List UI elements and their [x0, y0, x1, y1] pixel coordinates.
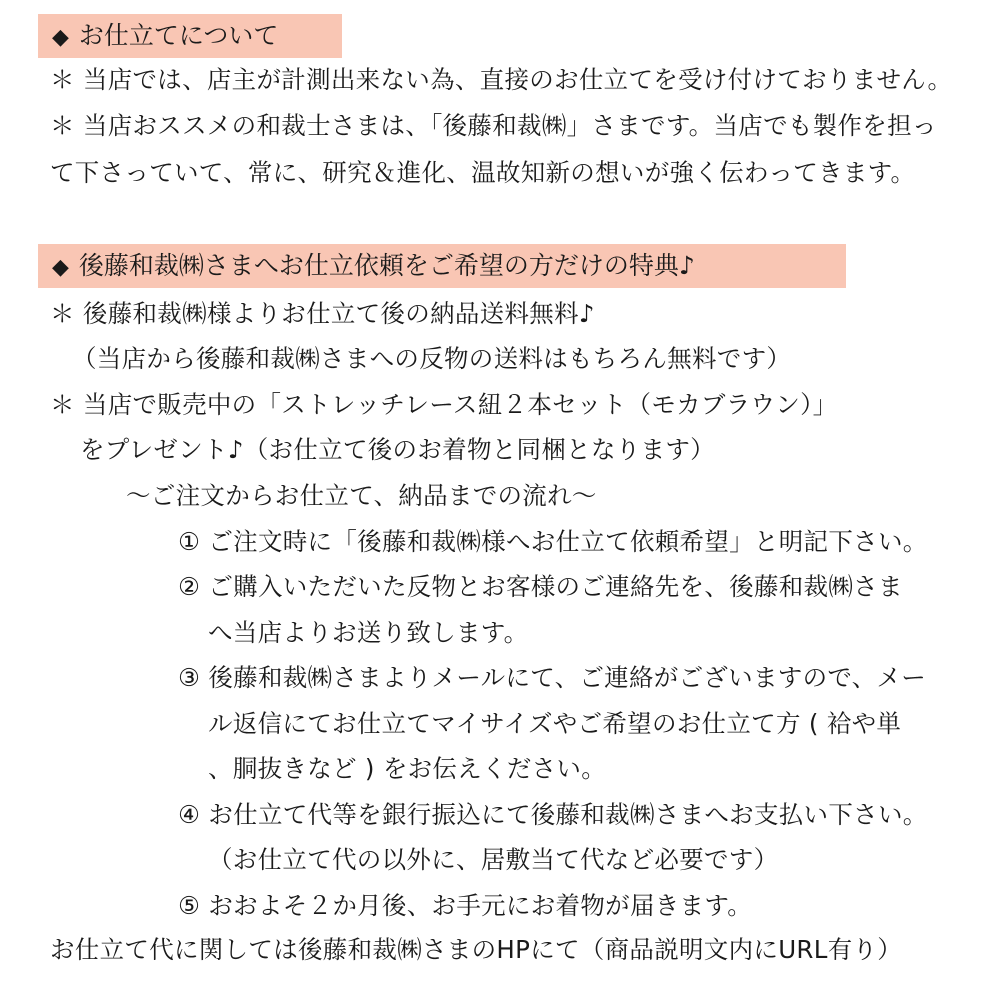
- flow-step: ⑤ おおよそ２か月後、お手元にお着物が届きます。: [178, 891, 752, 920]
- flow-step: ① ご注文時に「後藤和裁㈱様へお仕立て依頼希望」と明記下さい。: [178, 527, 928, 556]
- flow-step: ③ 後藤和裁㈱さまよりメールにて、ご連絡がございますので、メー: [178, 663, 927, 692]
- benefit-line: をプレゼント♪（お仕立て後のお着物と同梱となります）: [80, 435, 715, 464]
- benefit-line: （当店から後藤和裁㈱さまへの反物の送料はもちろん無料です）: [72, 344, 792, 373]
- flow-step-continued: 、胴抜きなど ) をお伝えください。: [208, 754, 607, 783]
- notice-line: ＊ 当店では、店主が計測出来ない為、直接のお仕立てを受け付けておりません。: [50, 65, 953, 94]
- diamond-bullet-icon: ◆: [52, 255, 69, 280]
- notice-line: て下さっていて、常に、研究＆進化、温故知新の想いが強く伝わってきます。: [50, 158, 916, 187]
- section-heading-tailoring: [38, 14, 342, 58]
- flow-step-continued: ル返信にてお仕立てマイサイズやご希望のお仕立て方 ( 袷や単: [208, 709, 902, 738]
- flow-title: ～ご注文からお仕立て、納品までの流れ～: [126, 481, 597, 510]
- benefit-line: ＊ 後藤和裁㈱様よりお仕立て後の納品送料無料♪: [50, 299, 595, 328]
- flow-step-continued: （お仕立て代の以外に、居敷当て代など必要です）: [208, 845, 779, 874]
- footer-note: お仕立て代に関しては後藤和裁㈱さまのHPにて（商品説明文内にURL有り）: [50, 935, 903, 964]
- benefit-line: ＊ 当店で販売中の「ストレッチレース紐２本セット（モカブラウン）」: [50, 390, 838, 419]
- heading-text: お仕立てについて: [78, 21, 279, 50]
- diamond-bullet-icon: ◆: [52, 25, 69, 50]
- section-heading-benefits: [38, 244, 846, 288]
- flow-step: ④ お仕立て代等を銀行振込にて後藤和裁㈱さまへお支払い下さい。: [178, 800, 928, 829]
- flow-step-continued: へ当店よりお送り致します。: [208, 618, 529, 647]
- notice-line: ＊ 当店おススメの和裁士さまは、「後藤和裁㈱」さまです。当店でも製作を担っ: [50, 111, 937, 140]
- flow-step: ② ご購入いただいた反物とお客様のご連絡先を、後藤和裁㈱さま: [178, 572, 903, 601]
- heading-text: 後藤和裁㈱さまへお仕立依頼をご希望の方だけの特典♪: [78, 251, 695, 280]
